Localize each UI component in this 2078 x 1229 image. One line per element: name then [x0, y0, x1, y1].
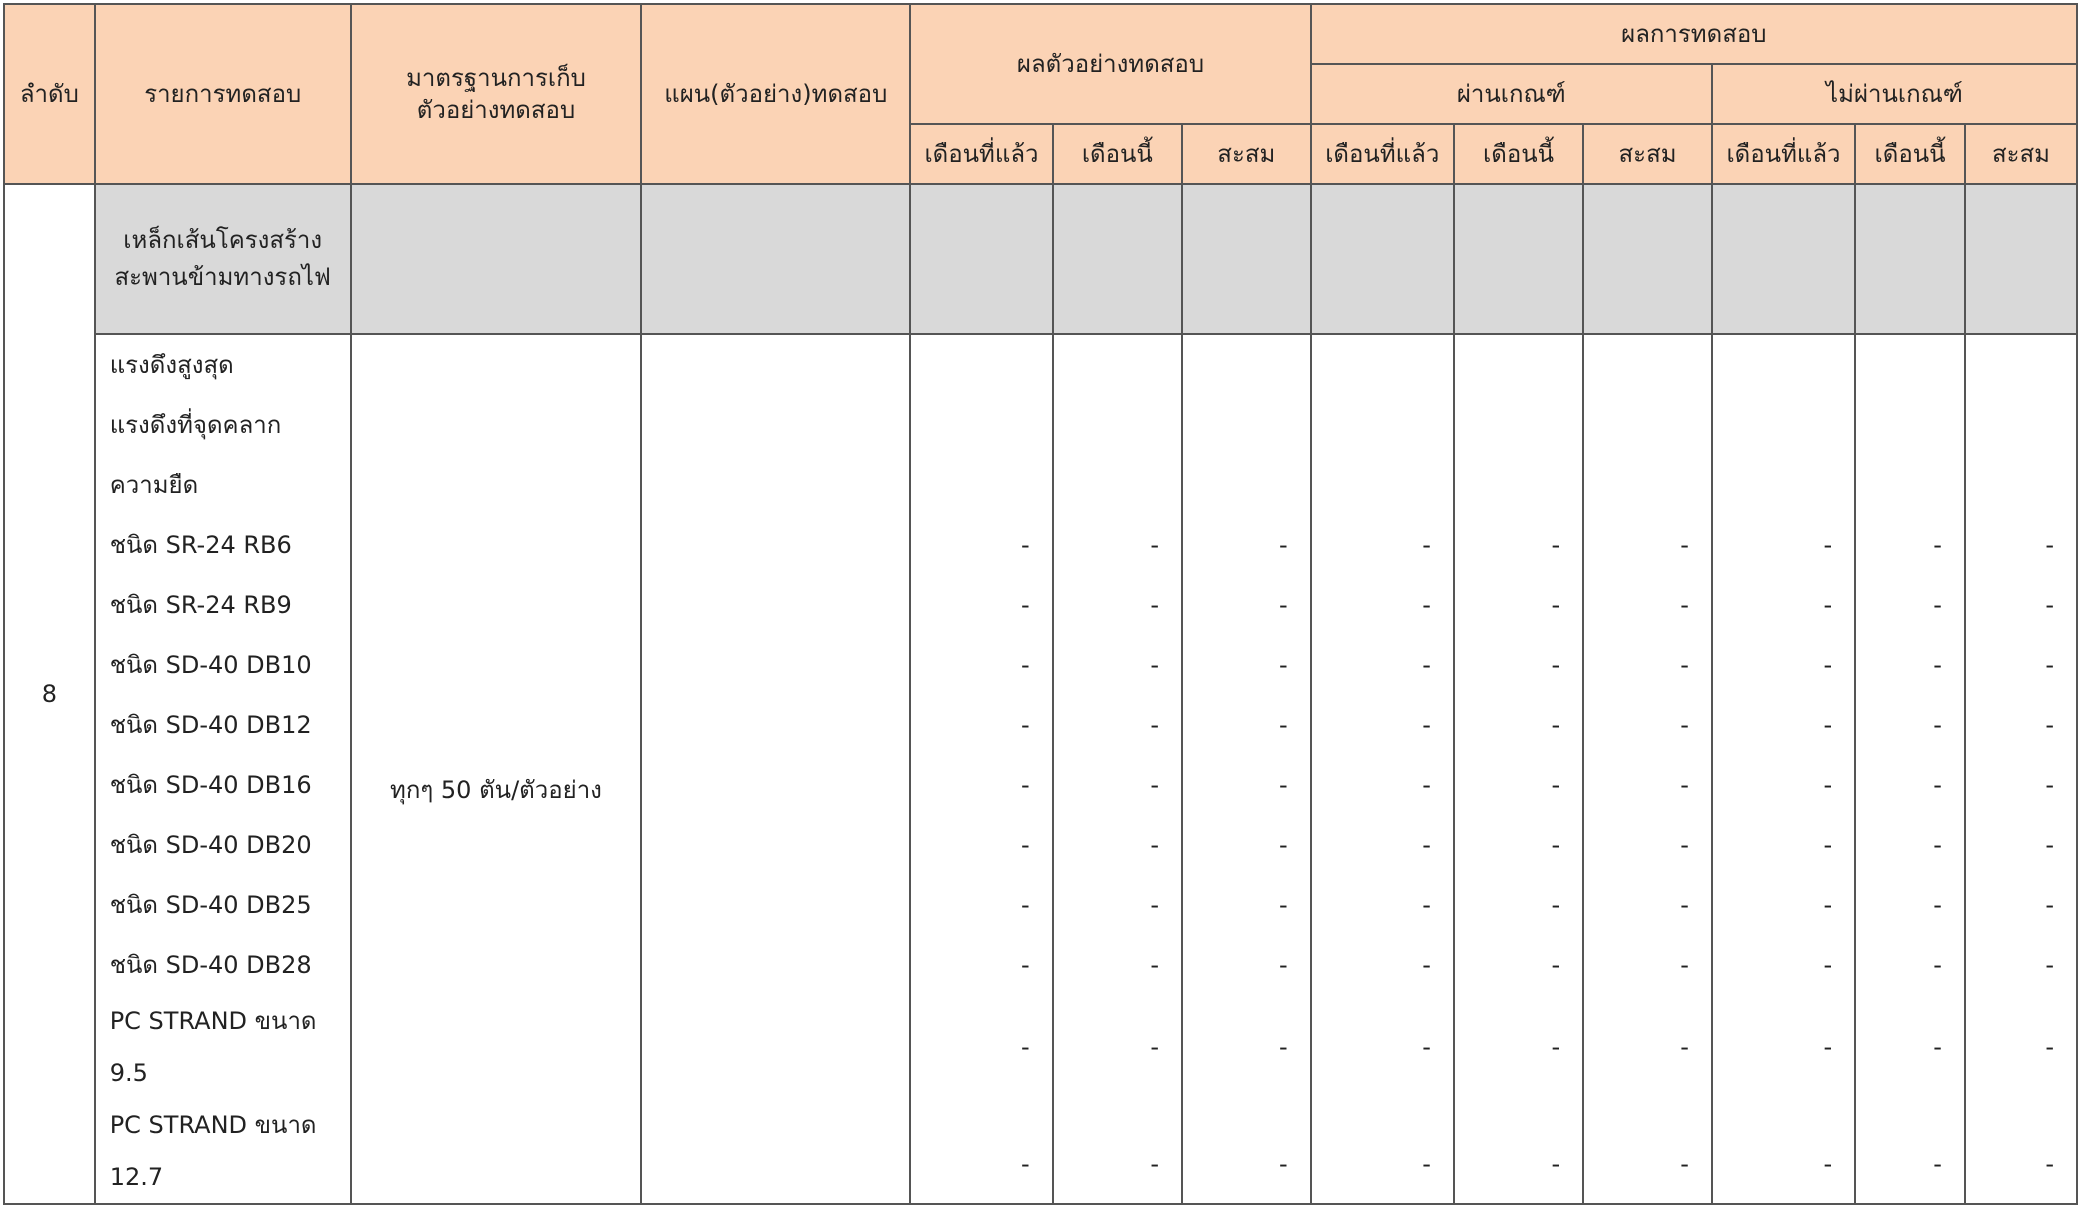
header-pass-prev-month: เดือนที่แล้ว [1311, 124, 1454, 184]
result-value: - [1680, 891, 1689, 919]
test-results-table [3, 3, 2078, 1205]
item-label: ชนิด SR-24 RB9 [109, 591, 292, 619]
item-label: ชนิด SD-40 DB20 [109, 831, 312, 859]
result-value: - [1422, 891, 1431, 919]
result-value: - [1823, 951, 1833, 979]
property-label: แรงดึงสูงสุด [109, 351, 234, 379]
result-value: - [1278, 891, 1288, 919]
item-label: ชนิด SR-24 RB6 [109, 531, 292, 559]
result-value: - [1680, 651, 1689, 679]
result-value: - [1278, 771, 1288, 799]
result-value: - [1422, 831, 1431, 859]
result-value: - [1933, 711, 1942, 739]
result-value: - [1823, 591, 1833, 619]
result-value: - [1422, 1033, 1431, 1061]
header-test-results: ผลการทดสอบ [1311, 4, 2077, 64]
header-pass: ผ่านเกณฑ์ [1311, 64, 1712, 124]
result-value: - [1020, 1150, 1030, 1178]
table-body [4, 184, 2077, 1204]
result-value: - [1278, 531, 1288, 559]
result-value: - [1422, 591, 1431, 619]
result-value: - [2045, 651, 2054, 679]
item-label: PC STRAND ขนาด 9.5 [109, 1007, 317, 1087]
result-value: - [1933, 831, 1942, 859]
result-value: - [1020, 771, 1030, 799]
item-label: ชนิด SD-40 DB16 [109, 771, 312, 799]
result-value: - [1020, 591, 1030, 619]
result-value: - [1150, 891, 1159, 919]
result-value: - [1680, 531, 1689, 559]
value-col-4 [1454, 334, 1583, 1204]
result-value: - [1551, 1033, 1561, 1061]
result-value: - [1551, 591, 1561, 619]
result-value: - [1551, 651, 1561, 679]
value-col-1 [1053, 334, 1182, 1204]
item-list [95, 334, 351, 1204]
result-value: - [1680, 951, 1689, 979]
header-sample-results: ผลตัวอย่างทดสอบ [910, 4, 1310, 124]
header-pass-cumulative: สะสม [1583, 124, 1712, 184]
result-value: - [1150, 651, 1159, 679]
header-seq: ลำดับ [4, 4, 95, 184]
header-fail-cumulative: สะสม [1965, 124, 2077, 184]
group-seq: 8 [4, 184, 95, 1204]
result-value: - [1150, 1033, 1159, 1061]
result-value: - [1020, 711, 1030, 739]
result-value: - [1933, 651, 1942, 679]
result-value: - [2045, 891, 2054, 919]
result-value: - [1150, 951, 1159, 979]
value-col-7 [1855, 334, 1965, 1204]
value-col-8 [1965, 334, 2077, 1204]
group-title: เหล็กเส้นโครงสร้างสะพานข้ามทางรถไฟ [95, 184, 351, 334]
result-value: - [1551, 891, 1561, 919]
result-value: - [1020, 891, 1030, 919]
result-value: - [1823, 891, 1833, 919]
result-value: - [2045, 591, 2054, 619]
result-value: - [2045, 711, 2054, 739]
result-value: - [1278, 951, 1288, 979]
result-value: - [1823, 1033, 1833, 1061]
result-value: - [1933, 591, 1942, 619]
result-value: - [1933, 891, 1942, 919]
result-value: - [1020, 951, 1030, 979]
result-value: - [1278, 1033, 1288, 1061]
result-value: - [1278, 651, 1288, 679]
result-value: - [1823, 1150, 1833, 1178]
result-value: - [2045, 831, 2054, 859]
header-pass-this-month: เดือนนี้ [1454, 124, 1583, 184]
result-value: - [1823, 771, 1833, 799]
result-value: - [1551, 531, 1561, 559]
result-value: - [1020, 831, 1030, 859]
result-value: - [1551, 831, 1561, 859]
result-value: - [1933, 771, 1942, 799]
result-value: - [1020, 531, 1030, 559]
header-standard: มาตรฐานการเก็บตัวอย่างทดสอบ [351, 4, 642, 184]
header-plan: แผน(ตัวอย่าง)ทดสอบ [641, 4, 910, 184]
result-value: - [1933, 1150, 1942, 1178]
item-label: ชนิด SD-40 DB10 [109, 651, 312, 679]
result-value: - [1823, 651, 1833, 679]
value-col-0 [910, 334, 1052, 1204]
property-label: แรงดึงที่จุดคลาก [109, 411, 282, 439]
result-value: - [2045, 1150, 2054, 1178]
value-col-5 [1583, 334, 1712, 1204]
result-value: - [1823, 531, 1833, 559]
result-value: - [1933, 1033, 1942, 1061]
result-value: - [1150, 591, 1159, 619]
item-label: PC STRAND ขนาด 12.7 [109, 1111, 317, 1191]
result-value: - [1551, 771, 1561, 799]
header-fail-this-month: เดือนนี้ [1855, 124, 1965, 184]
result-value: - [1150, 531, 1159, 559]
group-items-row [4, 334, 2077, 1204]
result-value: - [1150, 1150, 1159, 1178]
value-col-6 [1712, 334, 1855, 1204]
result-value: - [2045, 531, 2054, 559]
result-value: - [1278, 591, 1288, 619]
result-value: - [1680, 1150, 1689, 1178]
table-header [4, 4, 2077, 184]
result-value: - [1680, 1033, 1689, 1061]
sampling-standard: ทุกๆ 50 ตัน/ตัวอย่าง [351, 334, 642, 1204]
result-value: - [1823, 831, 1833, 859]
result-value: - [1278, 1150, 1288, 1178]
result-value: - [1278, 711, 1288, 739]
result-value: - [1422, 1150, 1431, 1178]
result-value: - [1933, 531, 1942, 559]
header-sample-this-month: เดือนนี้ [1053, 124, 1182, 184]
value-col-2 [1182, 334, 1311, 1204]
result-value: - [1422, 531, 1431, 559]
header-sample-prev-month: เดือนที่แล้ว [910, 124, 1052, 184]
result-value: - [1422, 771, 1431, 799]
result-value: - [1680, 771, 1689, 799]
result-value: - [2045, 951, 2054, 979]
result-value: - [2045, 1033, 2054, 1061]
group-title-row [4, 184, 2077, 334]
result-value: - [1150, 771, 1159, 799]
result-value: - [1551, 951, 1561, 979]
property-label: ความยืด [109, 471, 199, 499]
header-fail-prev-month: เดือนที่แล้ว [1712, 124, 1855, 184]
result-value: - [1933, 951, 1942, 979]
result-value: - [2045, 771, 2054, 799]
result-value: - [1020, 651, 1030, 679]
result-value: - [1680, 711, 1689, 739]
result-value: - [1278, 831, 1288, 859]
result-value: - [1150, 711, 1159, 739]
plan-cell [641, 334, 910, 1204]
header-sample-cumulative: สะสม [1182, 124, 1311, 184]
result-value: - [1823, 711, 1833, 739]
header-item: รายการทดสอบ [95, 4, 351, 184]
item-label: ชนิด SD-40 DB25 [109, 891, 312, 919]
result-value: - [1422, 651, 1431, 679]
header-fail: ไม่ผ่านเกณฑ์ [1712, 64, 2077, 124]
value-col-3 [1311, 334, 1454, 1204]
result-value: - [1150, 831, 1159, 859]
result-value: - [1422, 951, 1431, 979]
item-label: ชนิด SD-40 DB12 [109, 711, 312, 739]
result-value: - [1551, 1150, 1561, 1178]
result-value: - [1422, 711, 1431, 739]
result-value: - [1020, 1033, 1030, 1061]
item-label: ชนิด SD-40 DB28 [109, 951, 312, 979]
result-value: - [1680, 831, 1689, 859]
result-value: - [1680, 591, 1689, 619]
result-value: - [1551, 711, 1561, 739]
